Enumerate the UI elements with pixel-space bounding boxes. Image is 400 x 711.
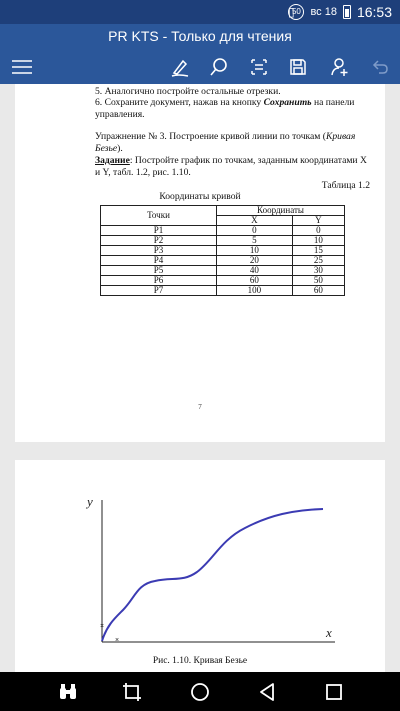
bezier-figure (15, 460, 385, 672)
col-points-header: Точки (101, 206, 217, 226)
col-x-header: X (217, 216, 293, 226)
task-text: Задание: Постройте график по точкам, заданным координатами X и Y, табл. 1.2, рис. 1.10. (95, 155, 367, 178)
table-row: P3 10 15 (101, 246, 345, 256)
bezier-curve (102, 509, 323, 641)
binoculars-icon[interactable] (54, 678, 82, 706)
step-6-text: 6. Сохраните документ, нажав на кнопку Сохранить на панели управления. (95, 97, 355, 120)
rotate-screen-icon[interactable] (118, 678, 146, 706)
col-y-header: Y (292, 216, 344, 226)
status-day: вс 18 (310, 6, 337, 18)
table-row: P1 0 0 (101, 226, 345, 236)
col-coords-header: Координаты (217, 206, 345, 216)
table-caption: Таблица 1.2 (321, 180, 370, 191)
status-time: 16:53 (356, 4, 392, 20)
status-bar (0, 0, 400, 24)
back-icon[interactable] (254, 678, 282, 706)
table-row: P4 20 25 (101, 256, 345, 266)
home-icon[interactable] (186, 678, 214, 706)
step-5-text: 5. Аналогично постройте остальные отрезки. (95, 86, 281, 97)
start-point-mark: × (100, 623, 105, 630)
table-row: P2 5 10 (101, 236, 345, 246)
search-icon[interactable] (205, 53, 233, 81)
save-icon[interactable] (284, 53, 312, 81)
vibrate-icon: ▯ (288, 5, 295, 19)
recents-icon[interactable] (320, 678, 348, 706)
document-page-1 (15, 84, 385, 442)
table-row: P5 40 30 (101, 266, 345, 276)
read-mode-icon[interactable] (245, 53, 273, 81)
x-axis-label: x (326, 625, 332, 640)
table-row: P7 100 60 (101, 286, 345, 296)
control-point-mark: × (115, 637, 120, 644)
draw-icon[interactable] (166, 53, 194, 81)
data-saver-badge: 50 (288, 4, 304, 20)
y-axis-label: y (87, 494, 93, 509)
undo-icon[interactable] (366, 53, 394, 81)
exercise-heading: Упражнение № 3. Построение кривой линии по точкам (Кривая Безье). (95, 131, 356, 154)
document-page-2 (15, 460, 385, 672)
battery-icon (343, 5, 351, 19)
share-person-icon[interactable] (326, 53, 354, 81)
coordinates-table (100, 205, 345, 296)
navigation-bar (0, 672, 400, 711)
window-title: PR KTS - Только для чтения (0, 24, 400, 50)
toolbar (0, 50, 400, 84)
page-number: 7 (198, 403, 202, 411)
figure-caption: Рис. 1.10. Кривая Безье (152, 656, 248, 666)
table-title: Координаты кривой (159, 191, 241, 202)
menu-icon[interactable] (8, 53, 36, 81)
table-row: P6 60 50 (101, 276, 345, 286)
